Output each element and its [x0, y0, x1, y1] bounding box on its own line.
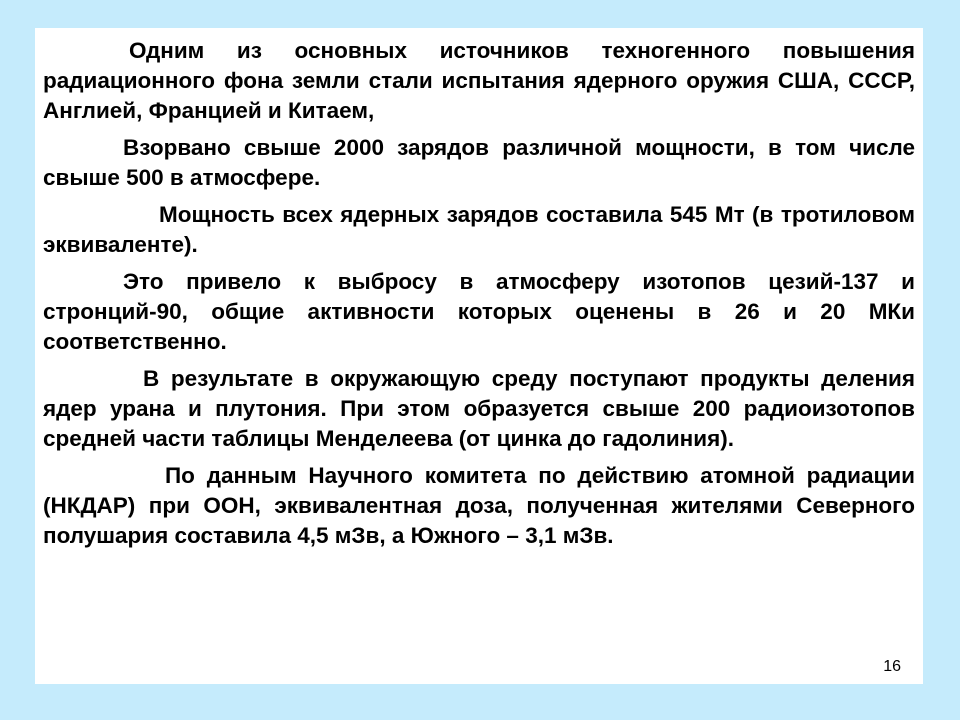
page-number: 16 [883, 658, 901, 675]
paragraph-isotope-release: Это привело к выбросу в атмосферу изотопов цезий-137 и стронций-90, общие активности которых оценены в 26 и 20 МКи соответственно. [43, 269, 915, 354]
paragraph-unscear-dose: По данным Научного комитета по действию атомной радиации (НКДАР) при ООН, эквивалентная доза, полученная жителями Северного полушария составила 4,5 мЗв, а Южного – 3,1 мЗв. [43, 463, 915, 548]
paragraph-nuclear-tests-sources: Одним из основных источников техногенного повышения радиационного фона земли стали испытания ядерного оружия США, СССР, Англией, Францией и Китаем, [43, 38, 915, 123]
paragraph-explosions-count: Взорвано свыше 2000 зарядов различной мощности, в том числе свыше 500 в атмосфере. [43, 135, 915, 190]
slide-panel [35, 28, 923, 684]
paragraph-fission-products: В результате в окружающую среду поступают продукты деления ядер урана и плутония. При этом образуется свыше 200 радиоизотопов средней части таблицы Менделеева (от цинка до гадолиния). [43, 366, 915, 451]
slide-text-body [43, 36, 915, 558]
paragraph-total-yield: Мощность всех ядерных зарядов составила 545 Мт (в тротиловом эквиваленте). [43, 202, 915, 257]
